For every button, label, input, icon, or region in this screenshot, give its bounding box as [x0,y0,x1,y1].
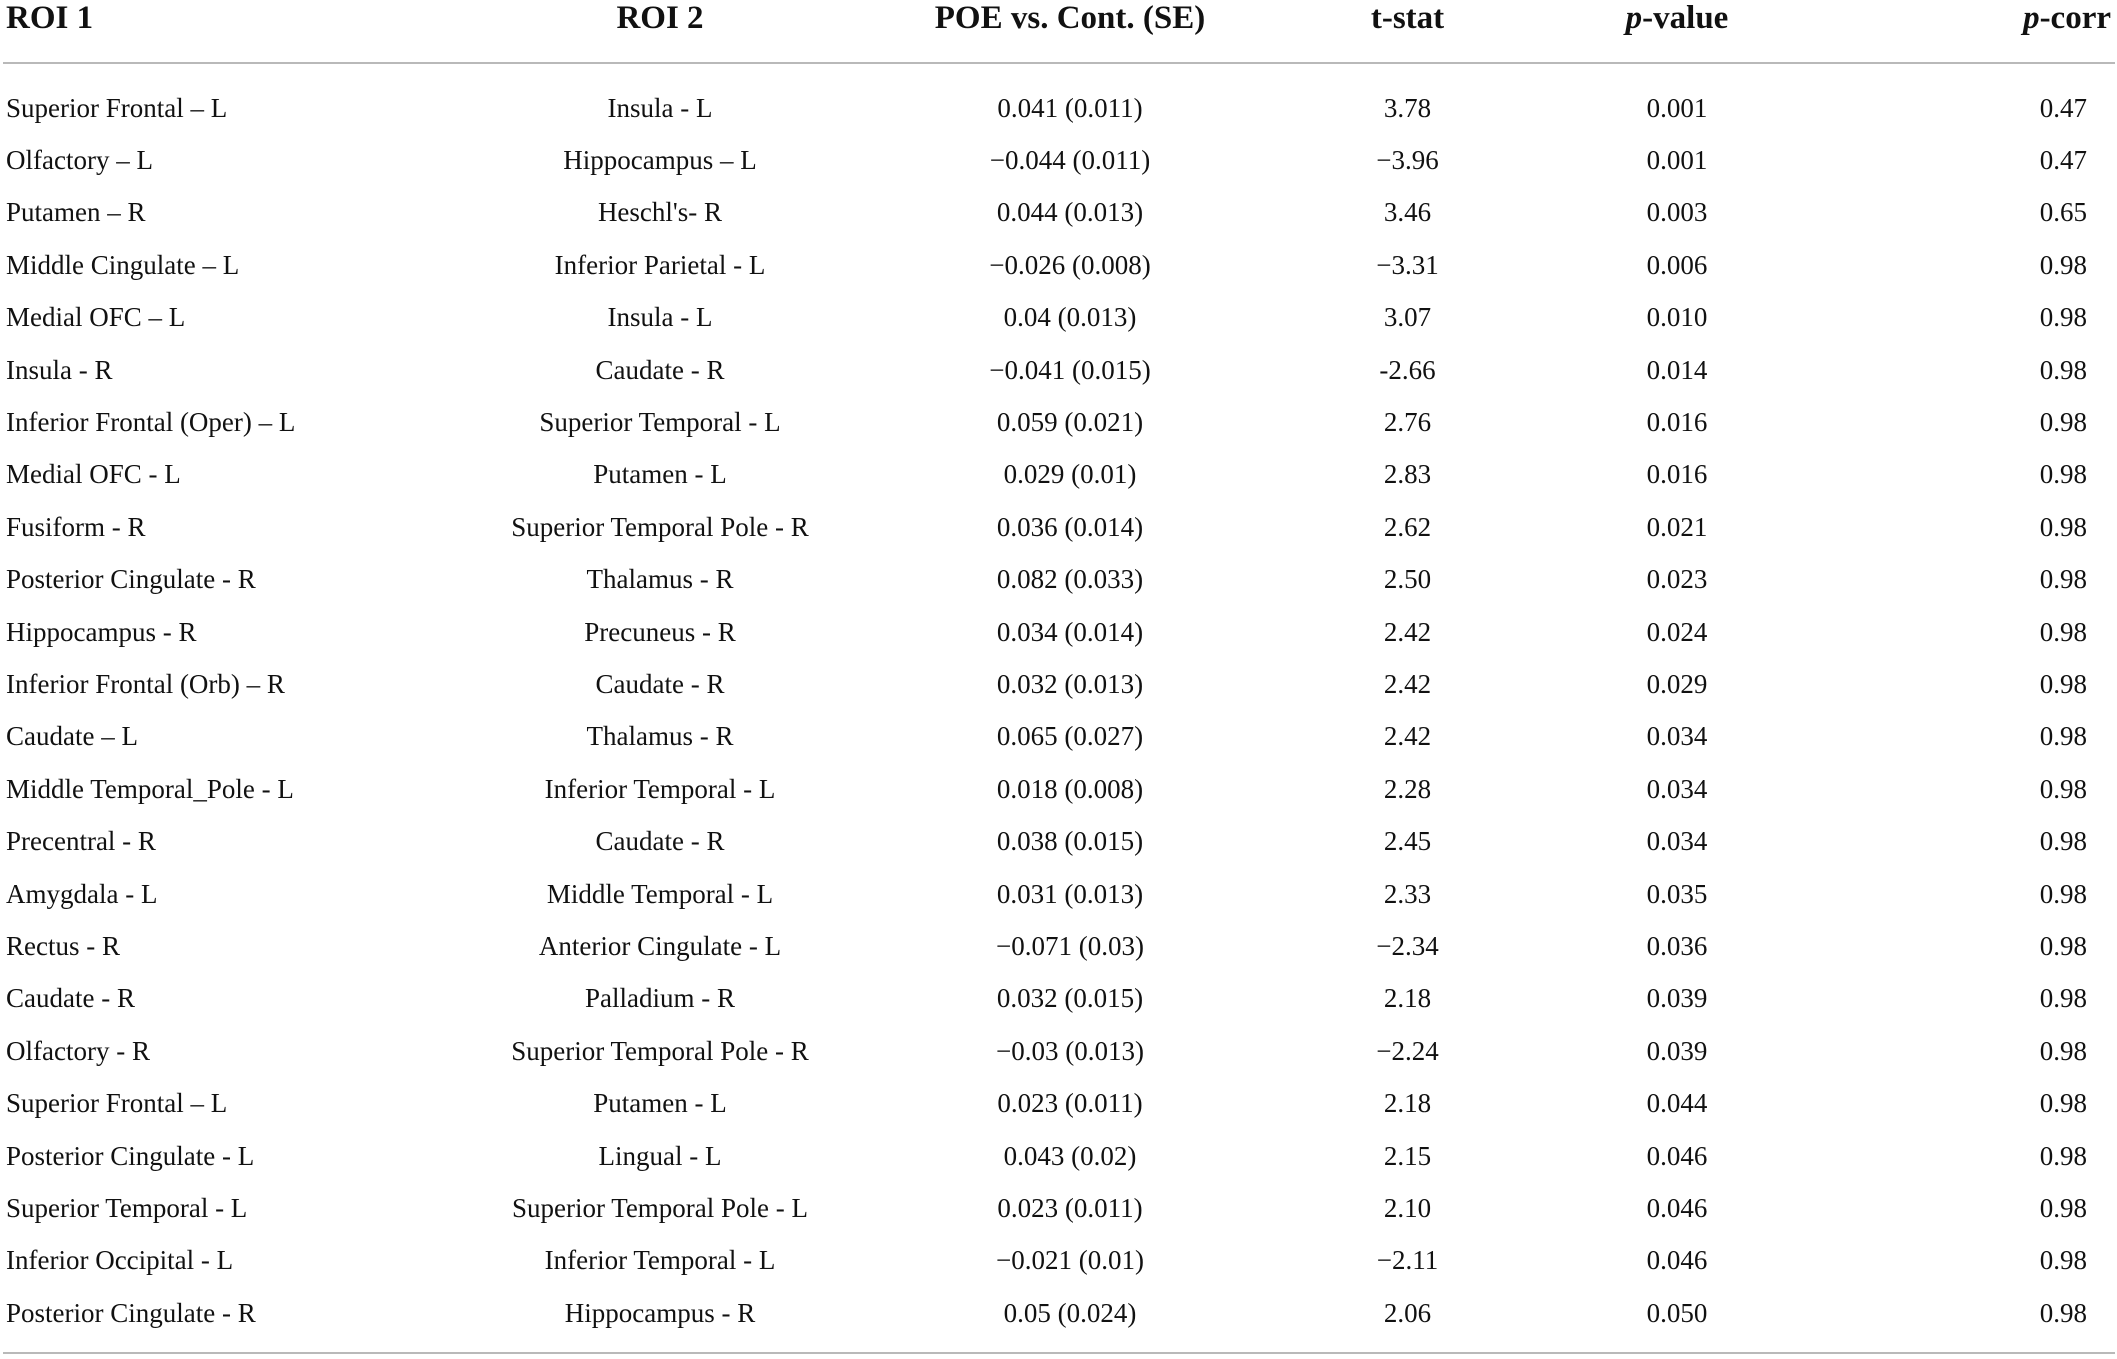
cell-p-value: 0.034 [1646,826,1708,857]
cell-p-value: 0.010 [1646,302,1708,333]
cell-roi1: Superior Temporal - L [6,1192,248,1223]
cell-poe: 0.044 (0.013) [996,197,1144,228]
cell-roi1: Hippocampus - R [6,616,197,647]
cell-t-stat: −3.96 [1376,145,1439,176]
cell-roi1: Middle Temporal_Pole - L [6,773,294,804]
cell-t-stat: 2.45 [1383,826,1432,857]
cell-roi2: Thalamus - R [586,721,734,752]
cell-p-corr: 0.98 [2039,773,2087,804]
cell-p-corr: 0.98 [2039,564,2087,595]
cell-roi2: Putamen - L [593,459,727,490]
cell-poe: 0.043 (0.02) [1003,1140,1137,1171]
header-poe-vs-cont: POE vs. Cont. (SE) [865,0,1275,63]
cell-poe: −0.021 (0.01) [996,1245,1144,1276]
table-header [3,0,2115,63]
cell-p-corr: 0.98 [2039,302,2087,333]
cell-poe: −0.071 (0.03) [996,930,1144,961]
cell-roi2: Hippocampus – L [563,145,757,176]
table-row [3,606,2115,658]
cell-roi1: Inferior Frontal (Orb) – R [6,668,285,699]
table-row [3,239,2115,291]
cell-poe: 0.065 (0.027) [996,721,1144,752]
cell-roi2: Superior Temporal Pole - L [511,1192,809,1223]
cell-roi2: Superior Temporal - L [539,407,781,438]
cell-t-stat: −2.24 [1376,1035,1439,1066]
cell-roi2: Heschl's- R [597,197,723,228]
cell-p-value: 0.001 [1646,145,1708,176]
cell-roi2: Superior Temporal Pole - R [511,1035,809,1066]
cell-p-corr: 0.98 [2039,1035,2087,1066]
cell-t-stat: 2.18 [1383,983,1432,1014]
cell-t-stat: 2.42 [1383,616,1432,647]
table-row [3,449,2115,501]
cell-poe: −0.044 (0.011) [989,145,1151,176]
cell-t-stat: 2.50 [1383,564,1432,595]
cell-t-stat: 2.18 [1383,1088,1432,1119]
header-p-value-italic: p [1625,0,1643,36]
cell-p-corr: 0.98 [2039,668,2087,699]
cell-p-corr: 0.98 [2039,826,2087,857]
table-row [3,344,2115,396]
table-row [3,396,2115,448]
cell-p-corr: 0.98 [2039,930,2087,961]
cell-roi1: Inferior Frontal (Oper) – L [6,407,296,438]
cell-roi1: Amygdala - L [6,878,158,909]
table-row [3,711,2115,763]
cell-poe: 0.032 (0.015) [996,983,1144,1014]
table-row [3,868,2115,920]
cell-p-corr: 0.98 [2039,354,2087,385]
cell-roi1: Posterior Cingulate - L [6,1140,255,1171]
cell-t-stat: 2.10 [1383,1192,1432,1223]
header-p-corr-italic: p [2023,0,2040,36]
cell-p-value: 0.003 [1646,197,1708,228]
cell-roi1: Putamen – R [6,197,146,228]
cell-p-corr: 0.98 [2039,249,2087,280]
cell-poe: 0.04 (0.013) [1003,302,1137,333]
cell-p-value: 0.044 [1646,1088,1708,1119]
table-row [3,920,2115,972]
cell-poe: 0.05 (0.024) [1003,1297,1137,1328]
cell-poe: 0.018 (0.008) [996,773,1144,804]
cell-roi2: Thalamus - R [586,564,734,595]
cell-p-value: 0.021 [1646,511,1708,542]
cell-roi1: Posterior Cingulate - R [6,1297,256,1328]
cell-roi1: Middle Cingulate – L [6,249,240,280]
cell-poe: 0.036 (0.014) [996,511,1144,542]
table-row [3,815,2115,867]
header-p-corr-suffix: -corr [2039,0,2111,36]
cell-p-corr: 0.98 [2039,878,2087,909]
cell-roi2: Middle Temporal - L [546,878,774,909]
table-row [3,1182,2115,1234]
cell-p-value: 0.014 [1646,354,1708,385]
cell-t-stat: 2.62 [1383,511,1432,542]
cell-roi1: Rectus - R [6,930,120,961]
cell-roi2: Putamen - L [593,1088,727,1119]
cell-t-stat: 2.76 [1383,407,1432,438]
cell-roi1: Superior Frontal – L [6,1088,228,1119]
cell-poe: 0.031 (0.013) [996,878,1144,909]
cell-roi2: Caudate - R [595,826,725,857]
cell-t-stat: 3.46 [1383,197,1432,228]
table-row [3,1025,2115,1077]
cell-p-corr: 0.65 [2039,197,2087,228]
cell-poe: 0.082 (0.033) [996,564,1144,595]
cell-roi2: Anterior Cingulate - L [538,930,782,961]
header-row [3,0,2115,63]
cell-roi2: Inferior Parietal - L [554,249,766,280]
header-p-corr [1814,0,2115,63]
cell-t-stat: 3.78 [1383,92,1432,123]
table-row [3,1077,2115,1129]
cell-p-value: 0.046 [1646,1192,1708,1223]
cell-t-stat: 3.07 [1383,302,1432,333]
cell-poe: 0.034 (0.014) [996,616,1144,647]
cell-p-corr: 0.98 [2039,459,2087,490]
cell-t-stat: 2.33 [1383,878,1432,909]
cell-roi2: Caudate - R [595,354,725,385]
cell-roi2: Superior Temporal Pole - R [511,511,809,542]
cell-roi2: Caudate - R [595,668,725,699]
cell-p-corr: 0.98 [2039,1192,2087,1223]
cell-p-value: 0.039 [1646,1035,1708,1066]
header-p-value [1540,0,1814,63]
table-row [3,973,2115,1025]
table-row [3,501,2115,553]
table-row [3,63,2115,134]
cell-p-value: 0.050 [1646,1297,1708,1328]
cell-poe: 0.041 (0.011) [997,92,1143,123]
cell-poe: 0.029 (0.01) [1003,459,1137,490]
cell-roi1: Insula - R [6,354,113,385]
cell-t-stat: −3.31 [1376,249,1439,280]
cell-roi2: Insula - L [607,92,713,123]
cell-roi1: Olfactory - R [6,1035,150,1066]
cell-p-value: 0.034 [1646,773,1708,804]
cell-p-corr: 0.98 [2039,1140,2087,1171]
table-row [3,658,2115,710]
cell-poe: −0.026 (0.008) [989,249,1151,280]
cell-p-value: 0.039 [1646,983,1708,1014]
header-t-stat: t-stat [1275,0,1540,63]
cell-p-value: 0.035 [1646,878,1708,909]
table-row [3,292,2115,344]
cell-roi1: Caudate – L [6,721,138,752]
cell-p-corr: 0.98 [2039,983,2087,1014]
cell-p-value: 0.016 [1646,459,1708,490]
cell-roi2: Insula - L [607,302,713,333]
cell-poe: 0.059 (0.021) [996,407,1144,438]
table-body [3,63,2115,1339]
table-row [3,554,2115,606]
cell-roi2: Inferior Temporal - L [544,773,776,804]
cell-roi1: Caudate - R [6,983,135,1014]
cell-p-corr: 0.47 [2039,92,2087,123]
cell-roi2: Lingual - L [598,1140,722,1171]
cell-t-stat: 2.42 [1383,721,1432,752]
cell-roi2: Palladium - R [585,983,735,1014]
cell-roi1: Inferior Occipital - L [6,1245,234,1276]
cell-p-corr: 0.98 [2039,511,2087,542]
cell-t-stat: 2.83 [1383,459,1432,490]
cell-p-value: 0.001 [1646,92,1708,123]
cell-p-corr: 0.47 [2039,145,2087,176]
cell-p-value: 0.024 [1646,616,1708,647]
table-row [3,134,2115,186]
cell-t-stat: −2.34 [1376,930,1439,961]
cell-p-corr: 0.98 [2039,407,2087,438]
cell-t-stat: 2.42 [1383,668,1432,699]
cell-poe: −0.041 (0.015) [989,354,1151,385]
cell-roi1: Fusiform - R [6,511,146,542]
cell-roi1: Superior Frontal – L [6,92,228,123]
header-p-value-suffix: -value [1642,0,1729,36]
cell-t-stat: 2.06 [1383,1297,1432,1328]
cell-roi2: Hippocampus - R [564,1297,756,1328]
table-row [3,1287,2115,1339]
cell-roi2: Precuneus - R [584,616,736,647]
cell-poe: 0.023 (0.011) [997,1088,1143,1119]
table-row [3,187,2115,239]
cell-p-value: 0.046 [1646,1245,1708,1276]
cell-roi1: Medial OFC - L [6,459,181,490]
cell-p-value: 0.016 [1646,407,1708,438]
cell-p-corr: 0.98 [2039,1297,2087,1328]
header-roi1: ROI 1 [3,0,455,63]
cell-roi1: Olfactory – L [6,145,153,176]
header-roi2: ROI 2 [455,0,865,63]
cell-poe: −0.03 (0.013) [996,1035,1144,1066]
table-bottom-rule [3,1352,2115,1354]
cell-p-value: 0.046 [1646,1140,1708,1171]
cell-t-stat: -2.66 [1379,354,1436,385]
cell-roi1: Medial OFC – L [6,302,186,333]
table-row [3,1235,2115,1287]
cell-t-stat: 2.28 [1383,773,1432,804]
cell-t-stat: −2.11 [1376,1245,1439,1276]
cell-p-value: 0.029 [1646,668,1708,699]
table-row [3,763,2115,815]
cell-roi1: Posterior Cingulate - R [6,564,256,595]
roi-connectivity-table [3,0,2115,1339]
cell-p-value: 0.036 [1646,930,1708,961]
cell-p-value: 0.034 [1646,721,1708,752]
cell-poe: 0.032 (0.013) [996,668,1144,699]
cell-p-value: 0.023 [1646,564,1708,595]
cell-poe: 0.023 (0.011) [997,1192,1143,1223]
cell-t-stat: 2.15 [1383,1140,1432,1171]
cell-p-corr: 0.98 [2039,1088,2087,1119]
cell-p-value: 0.006 [1646,249,1708,280]
cell-roi1: Precentral - R [6,826,156,857]
table-row [3,1130,2115,1182]
cell-p-corr: 0.98 [2039,1245,2087,1276]
cell-p-corr: 0.98 [2039,616,2087,647]
cell-poe: 0.038 (0.015) [996,826,1144,857]
cell-p-corr: 0.98 [2039,721,2087,752]
cell-roi2: Inferior Temporal - L [544,1245,776,1276]
